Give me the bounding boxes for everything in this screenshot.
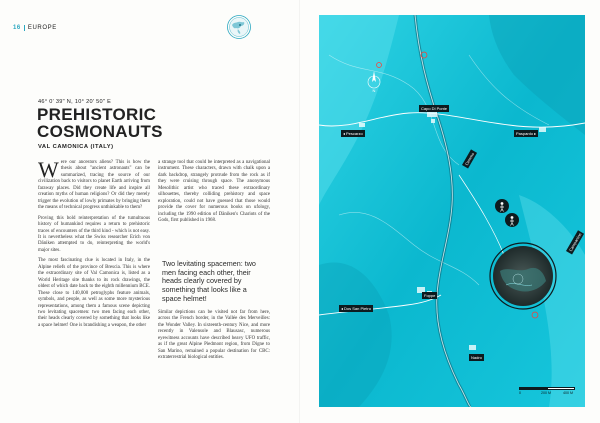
globe-icon (226, 14, 252, 40)
scale-segment (519, 387, 547, 390)
zoom-detail-circle (488, 241, 558, 311)
scale-end: 400 M (563, 391, 573, 395)
paragraph (38, 157, 150, 212)
label-text: Capo Di Ponte (421, 106, 448, 111)
map-terrain (319, 15, 585, 407)
map-label-nadro: Nadro (471, 355, 482, 360)
map-label-cemmo: Cemmo (462, 149, 477, 168)
scale-mid: 200 M (541, 391, 551, 395)
map-scale-bar (519, 387, 575, 399)
paragraph: a strange tool that could be interpreted as a navigational instrument. These characters, drawn with chalk upon a dark backdrop, strangely protrude from the rock as if they were cruising through space. The anonymous Mesolithic artist who traced these extraordinary silhouettes, thereby colliding prehistory and space exploration, could not have guessed that those would provide the cover for numerous books on ufology, including the 1990 edition of Däniken's Chariots of the Gods, first published in 1968. (158, 160, 270, 224)
map-label-paspardo (514, 130, 538, 137)
page-gutter (299, 0, 300, 423)
arrow-right-icon: ▸ (534, 131, 537, 136)
title-line-2: COSMONAUTS (37, 122, 163, 141)
drop-cap: W (38, 157, 59, 182)
text-column-2 (158, 160, 270, 229)
paragraph-text: ere our ancestors aliens? This is how the thesis about "ancient astronauts" can be summarized, tracing the source of our civilization back to visitors to planet Earth arriving from faraway places. Did they create life and inspire all creation myths of human religions? Or did they merely trigger the evolution of lowly primates by bringing them the means of technical progress unthinkable to them? (38, 160, 150, 211)
page-number: 16 (13, 25, 21, 31)
label-text: Paspardo (516, 131, 534, 136)
text-column-1 (38, 157, 150, 333)
article-title (37, 106, 163, 140)
pull-quote: Two levitating spacemen: two men facing each other, their heads clearly covered by something that looks like a space helmet! (162, 259, 256, 303)
paragraph: Proving this bold reinterpretation of the tumultuous history of humankind requires a return to prehistoric traces of encounters of the third kind - which is not easy. It is nevertheless what the Swiss researcher Erich von Däniken attempted to do, reinterpreting the world's major sites. (38, 215, 150, 253)
title-line-1: PREHISTORIC (37, 105, 157, 124)
scale-segment (547, 387, 575, 390)
page-folio (13, 25, 57, 31)
folio-divider (24, 25, 25, 31)
north-arrow-icon (367, 70, 381, 94)
map-label-pescarzo (341, 130, 365, 137)
article-subtitle: VAL CAMONICA (ITALY) (38, 144, 114, 150)
relief-map (319, 15, 585, 407)
arrow-left-icon: ◂ (341, 306, 344, 311)
north-letter: N (372, 88, 376, 93)
map-label-dos-san-pietro (339, 305, 373, 312)
map-label-capo-di-ponte (419, 105, 449, 112)
map-label-campanine: Campanine (566, 230, 584, 255)
petroglyph-icons (492, 196, 524, 230)
paragraph: The most fascinating clue is located in Italy, in the Alpine reliefs of the province of Brescia. This is where the extraordinary site of Val Camonica is, listed as a World Heritage site thanks to its rock drawings, the oldest of which date back to the eighth millennium BCE. These close to 140,000 petroglyphs feature animals, symbols, and people, as well as some more mysterious representations, among them a famous scene depicting two levitating spacemen: two men facing each other, their heads clearly covered by something that looks like a space helmet! One is brandishing a weapon, the other (38, 258, 150, 328)
label-text: Dos San Pietro (344, 306, 371, 311)
section-name: EUROPE (27, 25, 57, 31)
coordinates: 46° 0' 39" N, 10° 20' 50" E (38, 99, 112, 105)
text-column-2-continued (158, 310, 270, 366)
arrow-left-icon: ◂ (343, 131, 346, 136)
map-label-foppe: Foppe (424, 293, 436, 298)
scale-start: 0 (519, 391, 521, 395)
paragraph: Similar depictions can be visited not far from here, across the French border, in the Vallée des Merveilles: the Wonder Valley. In sixteenth-century Nice, and more recently in Valensole and Blausasc, numerous eyewitness accounts have described heavy UFO traffic, as if the great Alpine Piedmont region, from Digne to San Marino, remained a popular destination for CBC: extraterrestrial biological entities. (158, 310, 270, 361)
label-text: Pescarzo (346, 131, 363, 136)
